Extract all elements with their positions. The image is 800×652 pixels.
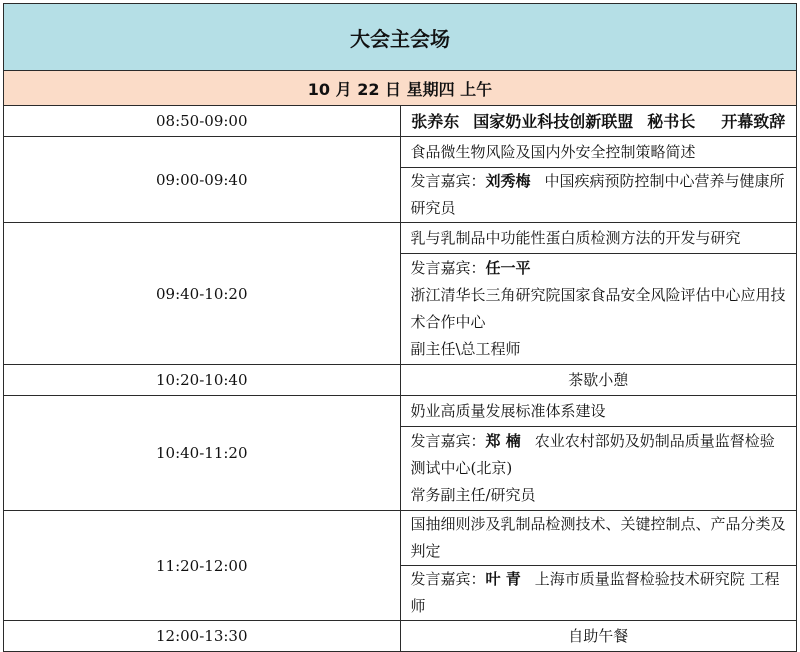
table-row (4, 511, 797, 566)
speaker-name: 刘秀梅 (485, 172, 531, 190)
opening-speaker: 张养东 (411, 111, 460, 131)
session-topic: 乳与乳制品中功能性蛋白质检测方法的开发与研究 (400, 223, 797, 254)
opening-event: 开幕致辞 (721, 111, 786, 131)
speaker-name: 叶 青 (485, 570, 521, 588)
speaker-cell (400, 566, 797, 621)
day-label: 10 月 22 日 星期四 上午 (4, 71, 797, 106)
agenda-table (3, 3, 797, 652)
speaker-label: 发言嘉宾： (410, 570, 486, 588)
speaker-title: 副主任\总工程师 (410, 340, 521, 358)
table-row (4, 396, 797, 427)
table-row (4, 621, 797, 652)
session-time: 09:00-09:40 (4, 137, 401, 223)
session-time: 11:20-12:00 (4, 511, 401, 621)
speaker-name: 郑 楠 (485, 432, 521, 450)
opening-org: 国家奶业科技创新联盟 (473, 111, 634, 131)
session-topic: 奶业高质量发展标准体系建设 (400, 396, 797, 427)
speaker-affiliation: 中国疾病预防控制中心营养与健康所 研究员 (410, 172, 785, 217)
table-row (4, 106, 797, 137)
opening-role: 秘书长 (647, 111, 696, 131)
speaker-affiliation: 上海市质量监督检验技术研究院 工程师 (410, 570, 780, 615)
venue-title: 大会主会场 (4, 4, 797, 71)
session-topic: 国抽细则涉及乳制品检测技术、关键控制点、产品分类及判定 (400, 511, 797, 566)
speaker-label: 发言嘉宾： (410, 432, 486, 450)
opening-cell (400, 106, 797, 137)
speaker-affiliation: 农业农村部奶及奶制品质量监督检验测试中心(北京) (410, 432, 775, 477)
session-time: 08:50-09:00 (4, 106, 401, 137)
session-time: 10:20-10:40 (4, 365, 401, 396)
speaker-label: 发言嘉宾： (410, 172, 486, 190)
session-time: 09:40-10:20 (4, 223, 401, 365)
speaker-name: 任一平 (485, 259, 531, 277)
session-topic: 食品微生物风险及国内外安全控制策略简述 (400, 137, 797, 168)
break-label: 茶歇小憩 (400, 365, 797, 396)
table-row (4, 137, 797, 168)
speaker-label: 发言嘉宾： (410, 259, 486, 277)
session-time: 12:00-13:30 (4, 621, 401, 652)
day-header-row (4, 71, 797, 106)
table-row (4, 223, 797, 254)
speaker-cell (400, 427, 797, 511)
speaker-cell (400, 254, 797, 365)
table-row (4, 365, 797, 396)
lunch-label: 自助午餐 (400, 621, 797, 652)
session-time: 10:40-11:20 (4, 396, 401, 511)
venue-header-row (4, 4, 797, 71)
speaker-cell (400, 168, 797, 223)
speaker-title: 常务副主任/研究员 (410, 486, 536, 504)
speaker-affiliation: 浙江清华长三角研究院国家食品安全风险评估中心应用技术合作中心 (410, 286, 786, 331)
